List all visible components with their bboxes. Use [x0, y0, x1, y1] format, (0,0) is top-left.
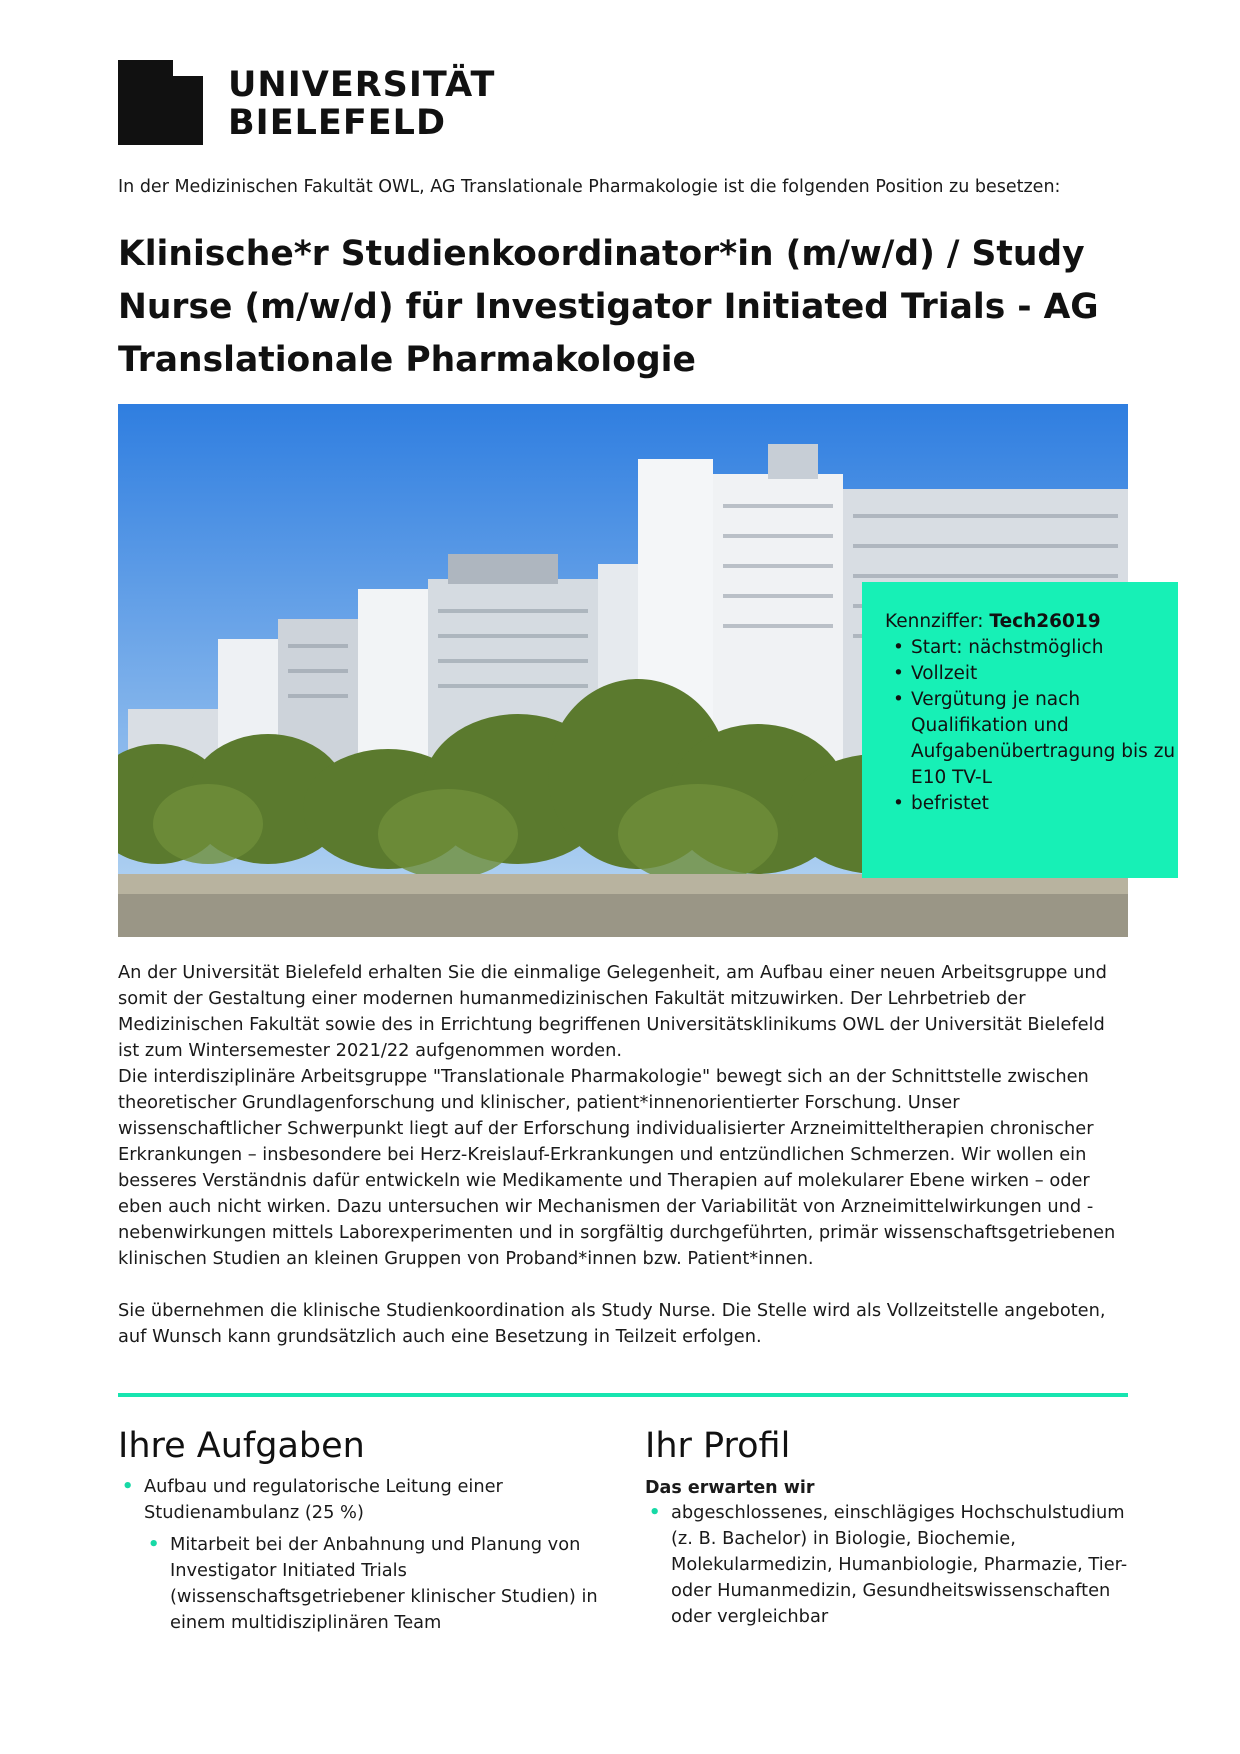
list-item: • Vergütung je nach Qualifikation und Aufgabenübertragung bis zu E10 TV-L [885, 687, 1178, 791]
logo-mark-icon [118, 60, 203, 145]
tasks-heading: Ihre Aufgaben [118, 1426, 365, 1466]
description-paragraph: Die interdisziplinäre Arbeitsgruppe "Translationale Pharmakologie" bewegt sich an der Schnittstelle zwischen theoretischer Grundlagenforschung und klinischer, patient*innenorientierter Forschung. Unser wissenschaftlicher Schwerpunkt liegt auf der Erforschung individualisierter Arzneimitteltherapien chronischer Erkrankungen – insbesondere bei Herz-Kreislauf-Erkrankungen und entzündlichen Schmerzen. Wir wollen ein besseres Verständnis dafür entwickeln wie Medikamente und Therapien auf molekularer Ebene wirken – oder eben auch nicht wirken. Dazu untersuchen wir Mechanismen der Variabilität von Arzneimittelwirkungen und -nebenwirkungen mittels Laborexperimenten und in sorgfältig durchgeführten, primär wissenschaftsgetriebenen klinischen Studien an kleinen Gruppen von Proband*innen bzw. Patient*innen. [118, 1066, 1116, 1269]
reference-number [885, 609, 1178, 635]
tasks-section [118, 1424, 618, 1636]
university-logo [118, 60, 496, 150]
reference-label: Kennziffer: [885, 611, 990, 632]
page-title: Klinische*r Studienkoordinator*in (m/w/d) / Study Nurse (m/w/d) für Investigator Initiated Trials - AG Translationale Pharmakologie [118, 234, 1099, 380]
tasks-sublist [118, 1532, 618, 1636]
job-info-box [862, 582, 1178, 878]
intro-text: In der Medizinischen Fakultät OWL, AG Translationale Pharmakologie ist die folgenden Position zu besetzen: [118, 177, 1061, 197]
logo-text [228, 66, 495, 142]
description [118, 960, 1128, 1350]
tasks-list [118, 1474, 618, 1526]
reference-code: Tech26019 [989, 611, 1101, 632]
logo-line1: UNIVERSITÄT [228, 65, 496, 105]
logo-line2: BIELEFELD [228, 103, 446, 143]
list-item: • abgeschlossenes, einschlägiges Hochschulstudium (z. B. Bachelor) in Biologie, Biochemie, Molekularmedizin, Humanbiologie, Pharmazie, Tier- oder Humanmedizin, Gesundheitswissenschaften oder vergleichbar [645, 1500, 1135, 1630]
list-item: • befristet [885, 791, 1178, 817]
list-item: • Mitarbeit bei der Anbahnung und Planung von Investigator Initiated Trials (wissenschaftsgetriebener klinischer Studien) in einem multidisziplinären Team [144, 1532, 618, 1636]
description-paragraph: An der Universität Bielefeld erhalten Sie die einmalige Gelegenheit, am Aufbau einer neuen Arbeitsgruppe und somit der Gestaltung einer modernen humanmedizinischen Fakultät mitzuwirken. Der Lehrbetrieb der Medizinischen Fakultät sowie des in Errichtung begriffenen Universitätsklinikums OWL der Universität Bielefeld ist zum Wintersemester 2021/22 aufgenommen worden. [118, 962, 1107, 1061]
job-facts-list [885, 635, 1178, 817]
description-paragraph: Sie übernehmen die klinische Studienkoordination als Study Nurse. Die Stelle wird als Vollzeitstelle angeboten, auf Wunsch kann grundsätzlich auch eine Besetzung in Teilzeit erfolgen. [118, 1300, 1106, 1347]
profile-list [645, 1500, 1135, 1630]
profile-section [645, 1424, 1135, 1630]
list-item: • Vollzeit [885, 661, 1178, 687]
profile-subheading: Das erwarten wir [645, 1478, 815, 1498]
section-divider [118, 1393, 1128, 1397]
list-item: • Start: nächstmöglich [885, 635, 1178, 661]
profile-heading: Ihr Profil [645, 1426, 791, 1466]
list-item: • Aufbau und regulatorische Leitung einer Studienambulanz (25 %) [118, 1474, 618, 1526]
